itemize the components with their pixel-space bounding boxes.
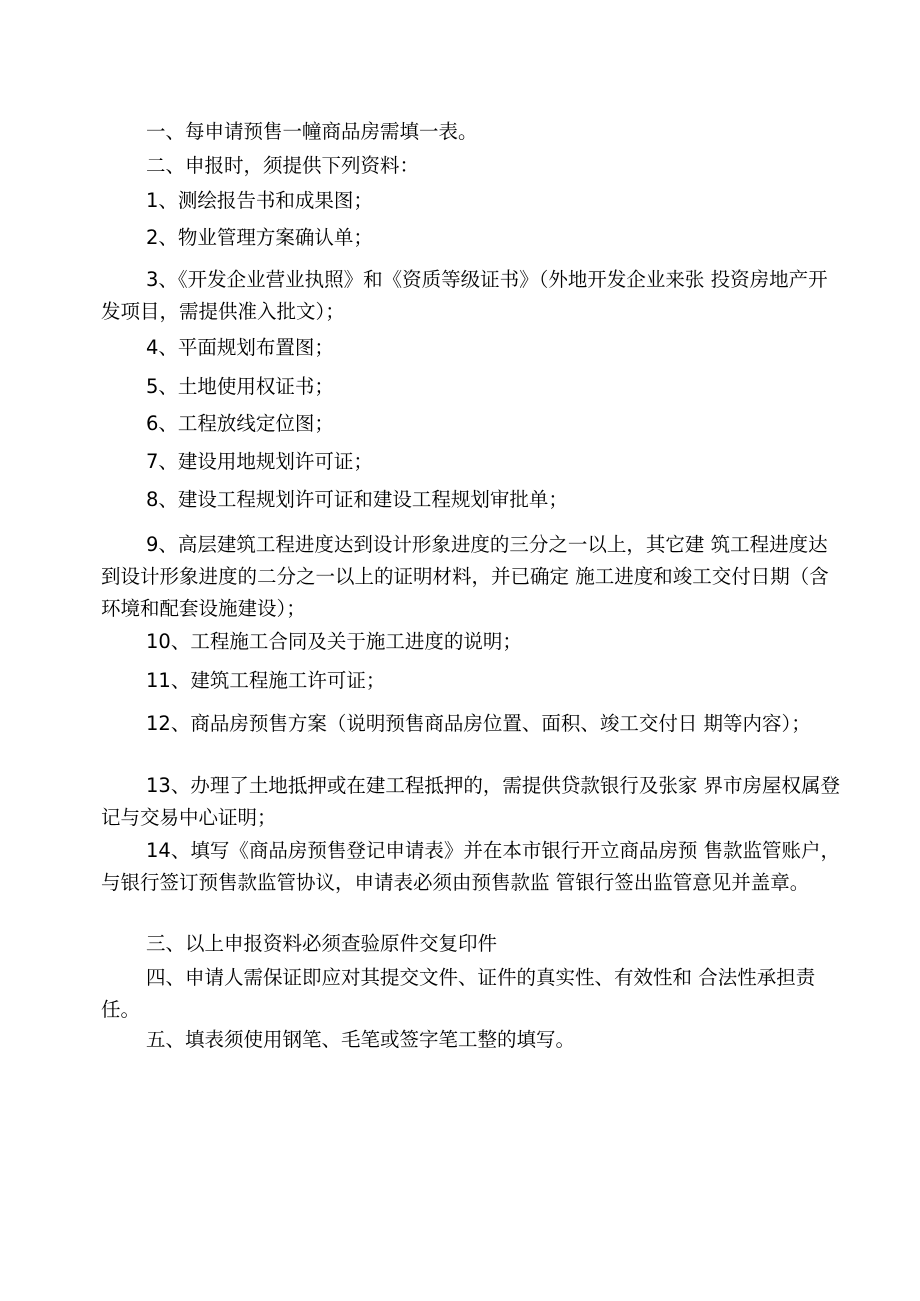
note-item-11: 11、建筑工程施工许可证；: [146, 669, 386, 692]
note-item-3: 3、《开发企业营业执照》和《资质等级证书》（外地开发企业来张 投资房地产开发项目，需提供准入批文）；: [101, 268, 828, 323]
note-item-7: 7、建设用地规划许可证；: [146, 450, 373, 473]
note-item-5: 5、土地使用权证书；: [146, 375, 334, 398]
note-item-8: 8、建设工程规划许可证和建设工程规划审批单；: [146, 488, 568, 511]
note-2: 二、申报时，须提供下列资料：: [146, 154, 420, 177]
note-1: 一、每申请预售一幢商品房需填一表。: [146, 120, 478, 143]
note-item-6: 6、工程放线定位图；: [146, 412, 334, 435]
note-3: 三、以上申报资料必须查验原件交复印件: [146, 932, 498, 955]
note-item-10: 10、工程施工合同及关于施工进度的说明；: [146, 630, 522, 653]
note-item-14: 14、填写《商品房预售登记申请表》并在本市银行开立商品房预 售款监管账户，与银行签订预售款监管协议，申请表必须由预售款监 管银行签出监管意见并盖章。: [101, 839, 841, 894]
note-item-13: 13、办理了土地抵押或在建工程抵押的，需提供贷款银行及张家 界市房屋权属登记与交易中心证明；: [101, 774, 841, 829]
note-item-4: 4、平面规划布置图；: [146, 336, 334, 359]
note-item-2: 2、物业管理方案确认单；: [146, 226, 373, 249]
note-4: 四、申请人需保证即应对其提交文件、证件的真实性、有效性和 合法性承担责任。: [101, 966, 816, 1021]
note-5: 五、填表须使用钢笔、毛笔或签字笔工整的填写。: [146, 1028, 576, 1051]
note-item-1: 1、测绘报告书和成果图；: [146, 189, 373, 212]
note-item-12: 12、商品房预售方案（说明预售商品房位置、面积、竣工交付日 期等内容）；: [146, 712, 811, 735]
note-item-9: 9、高层建筑工程进度达到设计形象进度的三分之一以上，其它建 筑工程进度达到设计形象进度的二分之一以上的证明材料，并已确定 施工进度和竣工交付日期（含环境和配套设施建设）；: [101, 533, 829, 620]
